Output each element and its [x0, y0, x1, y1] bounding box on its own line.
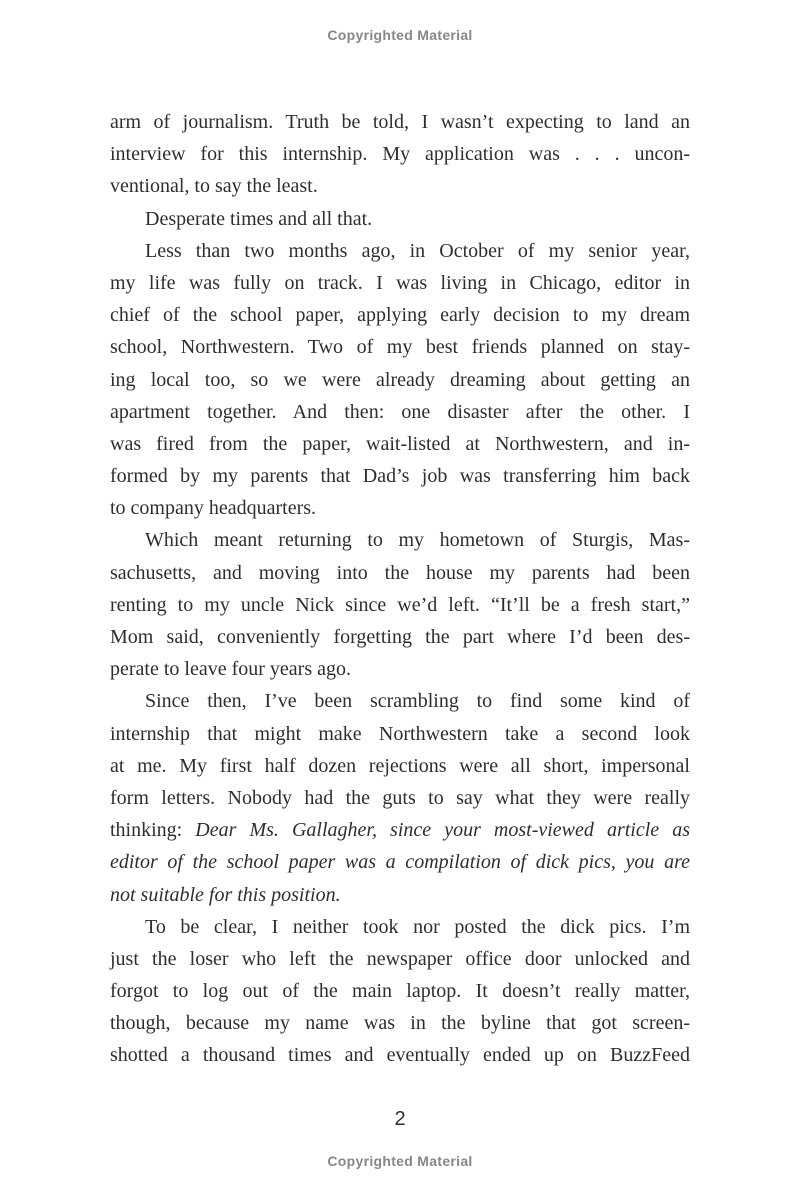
text-line: interview for this internship. My application was . . . uncon-	[110, 143, 690, 166]
text-line: at me. My first half dozen rejections were all short, impersonal	[110, 754, 690, 777]
text-line: internship that might make Northwestern take a second look	[110, 722, 690, 745]
text-line: Desperate times and all that.	[145, 207, 373, 230]
copyright-notice-bottom: Copyrighted Material	[327, 1153, 473, 1169]
copyright-notice-top: Copyrighted Material	[327, 27, 473, 43]
text-line: ing local too, so we were already dreaming about getting an	[110, 368, 690, 391]
text-line: Mom said, conveniently forgetting the part where I’d been des-	[110, 626, 690, 648]
text-line: my life was fully on track. I was living in Chicago, editor in	[110, 271, 690, 294]
text-line: forgot to log out of the main laptop. It doesn’t really matter,	[110, 980, 690, 1003]
text-line: was fired from the paper, wait-listed at Northwestern, and in-	[110, 432, 690, 455]
text-line: perate to leave four years ago.	[110, 658, 351, 681]
text-line: sachusetts, and moving into the house my parents had been	[110, 561, 690, 584]
text-line: not suitable for this position.	[110, 883, 341, 906]
text-line: chief of the school paper, applying early decision to my dream	[110, 304, 690, 327]
text-line: Since then, I’ve been scrambling to find some kind of	[145, 690, 690, 713]
page-number: 2	[394, 1108, 406, 1130]
text-line: just the loser who left the newspaper office door unlocked and	[110, 947, 690, 970]
text-line: arm of journalism. Truth be told, I wasn’t expecting to land an	[110, 111, 690, 133]
text-line: formed by my parents that Dad’s job was transferring him back	[110, 465, 690, 488]
text-line: Less than two months ago, in October of my senior year,	[145, 239, 690, 262]
text-line: Which meant returning to my hometown of Sturgis, Mas-	[145, 529, 690, 552]
text-line: apartment together. And then: one disaster after the other. I	[110, 400, 690, 423]
text-line: shotted a thousand times and eventually ended up on BuzzFeed	[110, 1044, 690, 1067]
text-line: form letters. Nobody had the guts to say what they were really	[110, 786, 690, 809]
text-line: thinking: Dear Ms. Gallagher, since your most-viewed article as	[110, 819, 690, 842]
text-line: editor of the school paper was a compilation of dick pics, you are	[110, 851, 690, 874]
text-line: renting to my uncle Nick since we’d left. “It’ll be a fresh start,”	[110, 593, 690, 616]
text-line: to company headquarters.	[110, 497, 317, 520]
text-line: though, because my name was in the byline that got screen-	[110, 1012, 690, 1035]
text-line: To be clear, I neither took nor posted the dick pics. I’m	[145, 915, 690, 938]
book-text	[110, 106, 690, 1072]
text-line: ventional, to say the least.	[110, 175, 318, 198]
text-line: school, Northwestern. Two of my best friends planned on stay-	[110, 336, 690, 359]
